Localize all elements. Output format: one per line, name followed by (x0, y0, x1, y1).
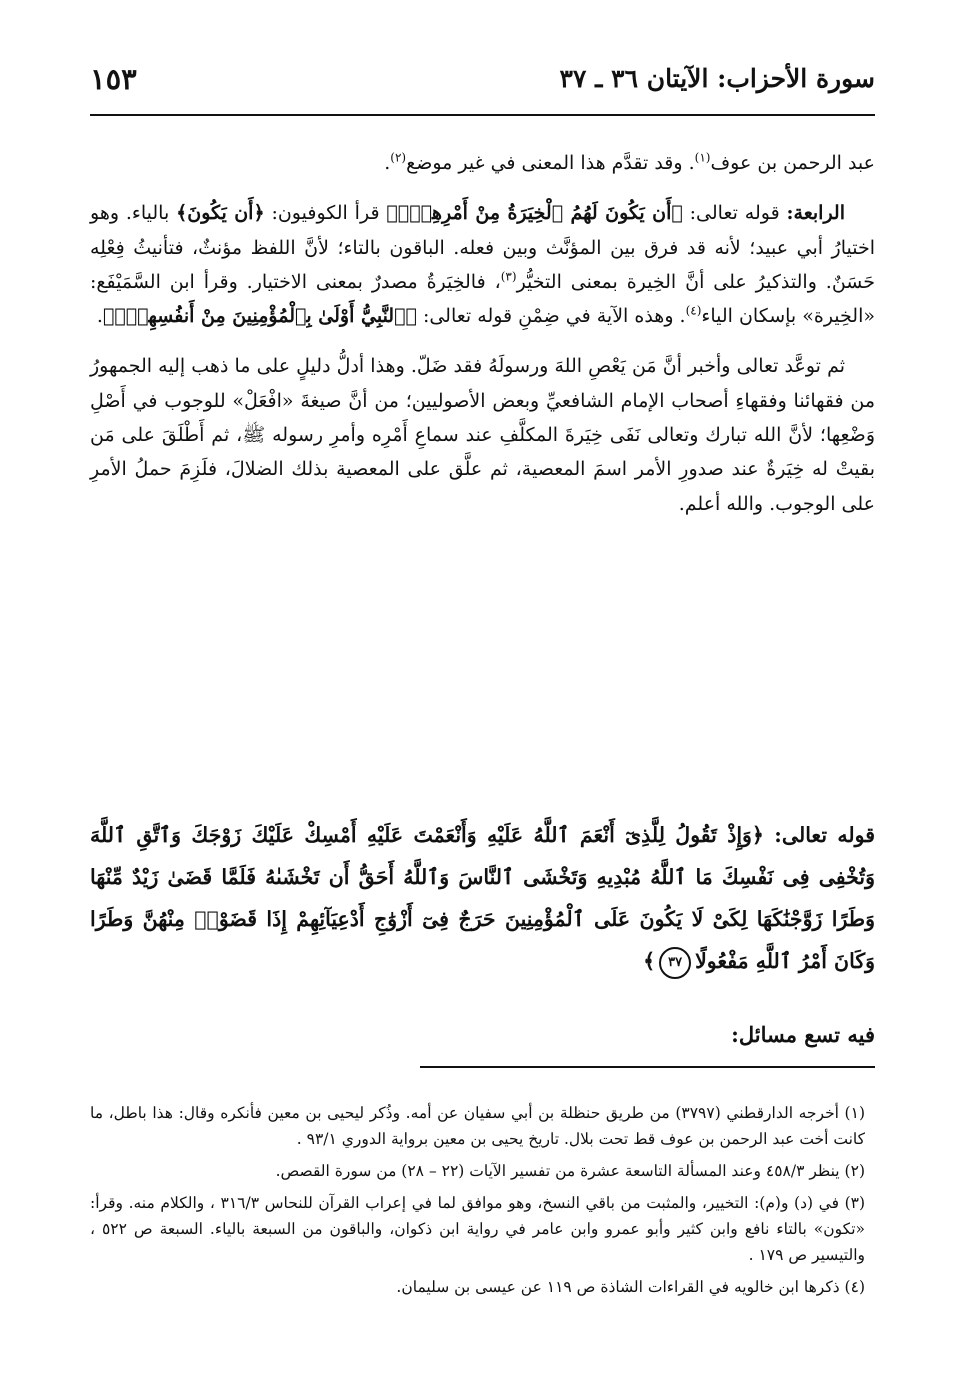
text: . (96, 305, 103, 328)
footnote-ref-3[interactable]: (٣) (500, 269, 517, 284)
body-text (90, 146, 875, 521)
running-title: سورة الأحزاب: الآيتان ٣٦ ـ ٣٧ (559, 64, 875, 93)
text: . (384, 152, 391, 174)
verse-block (90, 814, 875, 982)
quran-quote: ﴿أَن يَكُونَ لَهُمُ ٱلْخِيَرَةُ مِنْ أَمْرِهِمْۗ﴾ (386, 202, 683, 225)
book-page (90, 62, 875, 1362)
footnote-ref-4[interactable]: (٤) (685, 303, 702, 318)
text: قوله تعالى: (682, 202, 787, 225)
footnote-2: (٢) ينظر ٤٥٨/٣ وعند المسألة التاسعة عشرة من تفسير الآيات (٢٢ – ٢٨) من سورة القصص. (275, 1162, 865, 1180)
paragraph-fourth-issue (90, 196, 875, 333)
text: . وهذه الآية في ضِمْنِ قوله تعالى: (416, 305, 686, 328)
footnote-ref-2[interactable]: (٢) (390, 150, 407, 165)
paragraph-conclusion: ثم توعَّد تعالى وأخبر أنَّ مَن يَعْصِ اللهَ ورسولَهُ فقد ضَلّ. وهذا أدلُّ دليلٍ على ما ذهب إليه الجمهورُ من فقهائنا وفقهاءِ أصحاب الإمام الشافعيِّ وبعض الأصوليين؛ من أنَّ صيغةَ «افْعَلْ» للوجوب في أَصْلِ وَضْعِها؛ لأنَّ الله تبارك وتعالى نَفَى خِيَرةَ المكلَّفِ عند سماعِ أَمْرِه وأمرِ رسوله ﷺ، ثم أَطْلَقَ على مَن بقيتْ له خِيَرةٌ عند صدورِ الأمر اسمَ المعصية، ثم علَّق على المعصية بذلك الضلالَ، فلَزِمَ حملُ الأمرِ على الوجوب. والله أعلم. (90, 355, 875, 515)
footnote-1: (١) أخرجه الدارقطني (٣٧٩٧) من طريق حنظلة بن أبي سفيان عن أمه. وذُكر ليحيى بن معين فأنكره وقال: هذا باطل، ما كانت أخت عبد الرحمن بن عوف قط تحت بلال. تاريخ يحيى بن معين برواية الدوري ٩٣/١ . (90, 1104, 865, 1148)
footnote-rule (420, 1066, 875, 1068)
verse-quote: ﴿وَإِذْ تَقُولُ لِلَّذِىٓ أَنْعَمَ ٱللَّهُ عَلَيْهِ وَأَنْعَمْتَ عَلَيْهِ أَمْسِكْ عَلَيْكَ زَوْجَكَ وَٱتَّقِ ٱللَّهَ وَتُخْفِى فِى نَفْسِكَ مَا ٱللَّهُ مُبْدِيهِ وَتَخْشَى ٱلنَّاسَ وَٱللَّهُ أَحَقُّ أَن تَخْشَىٰهُ فَلَمَّا قَضَىٰ زَيْدٌ مِّنْهَا وَطَرًا زَوَّجْنَٰكَهَا لِكَىْ لَا يَكُونَ عَلَى ٱلْمُؤْمِنِينَ حَرَجٌ فِىٓ أَزْوَٰجِ أَدْعِيَآئِهِمْ إِذَا قَضَوْا۟ مِنْهُنَّ وَطَرًا وَكَانَ أَمْرُ ٱللَّهِ مَفْعُولًا (90, 823, 875, 973)
issue-heading: الرابعة: (786, 202, 845, 225)
footnote-3: (٣) في (د) و(م): التخيير، والمثبت من باقي النسخ، وهو موافق لما في إعراب القرآن للنحاس ٣١٦/٣ ، والكلام منه. وقرأ: «تكون» بالتاء نافع وابن كثير وأبو عمرو وابن عامر في رواية ابن ذكوان، والباقون من السبعة بالياء. السبعة ص ٥٢٢ ، والتيسير ص ١٧٩ . (90, 1194, 866, 1264)
text: . وقد تقدَّم هذا المعنى في غير موضع (406, 152, 695, 174)
text: قرأ الكوفيون: (264, 202, 387, 225)
paragraph-continuation (90, 146, 875, 180)
footnote-4: (٤) ذكرها ابن خالويه في القراءات الشاذة ص ١١٩ عن عيسى بن سليمان. (396, 1278, 865, 1296)
verse-close-bracket: ﴾ (643, 949, 656, 973)
quran-quote: ﴿أَن يَكُونَ﴾ (176, 202, 265, 225)
verse-lead: قوله تعالى: (763, 823, 875, 847)
text: بالياء. وهو اختيارُ أبي عبيد؛ لأنه قد فرق بين المؤنَّث وبين فعله. الباقون بالتاء؛ لأنَّ اللفظ مؤنثٌ، فتأنيثُ فِعْلِه حَسَنٌ. والتذكيرُ على أنَّ الخِيرة بمعنى التخيُّر (90, 202, 875, 293)
issues-heading: فيه تسع مسائل: (731, 1022, 875, 1047)
text: عبد الرحمن بن عوف (710, 152, 875, 174)
page-number: ١٥٣ (90, 62, 137, 96)
verse-text (90, 814, 875, 982)
ayah-number-badge: ٣٧ (659, 947, 691, 979)
quran-quote: ﴿ٱلنَّبِيُّ أَوْلَىٰ بِٱلْمُؤْمِنِينَ مِنْ أَنفُسِهِمْۖ﴾ (102, 305, 417, 328)
footnote-ref-1[interactable]: (١) (694, 150, 711, 165)
page-header (90, 62, 875, 106)
header-rule (90, 114, 875, 116)
text: ، فالخِيَرةُ مصدرٌ بمعنى الاختيار. وقرأ ابن السَّمَيْفَع: «الخِيرة» بإسكان الياء (90, 270, 875, 328)
footnotes (90, 1100, 865, 1306)
